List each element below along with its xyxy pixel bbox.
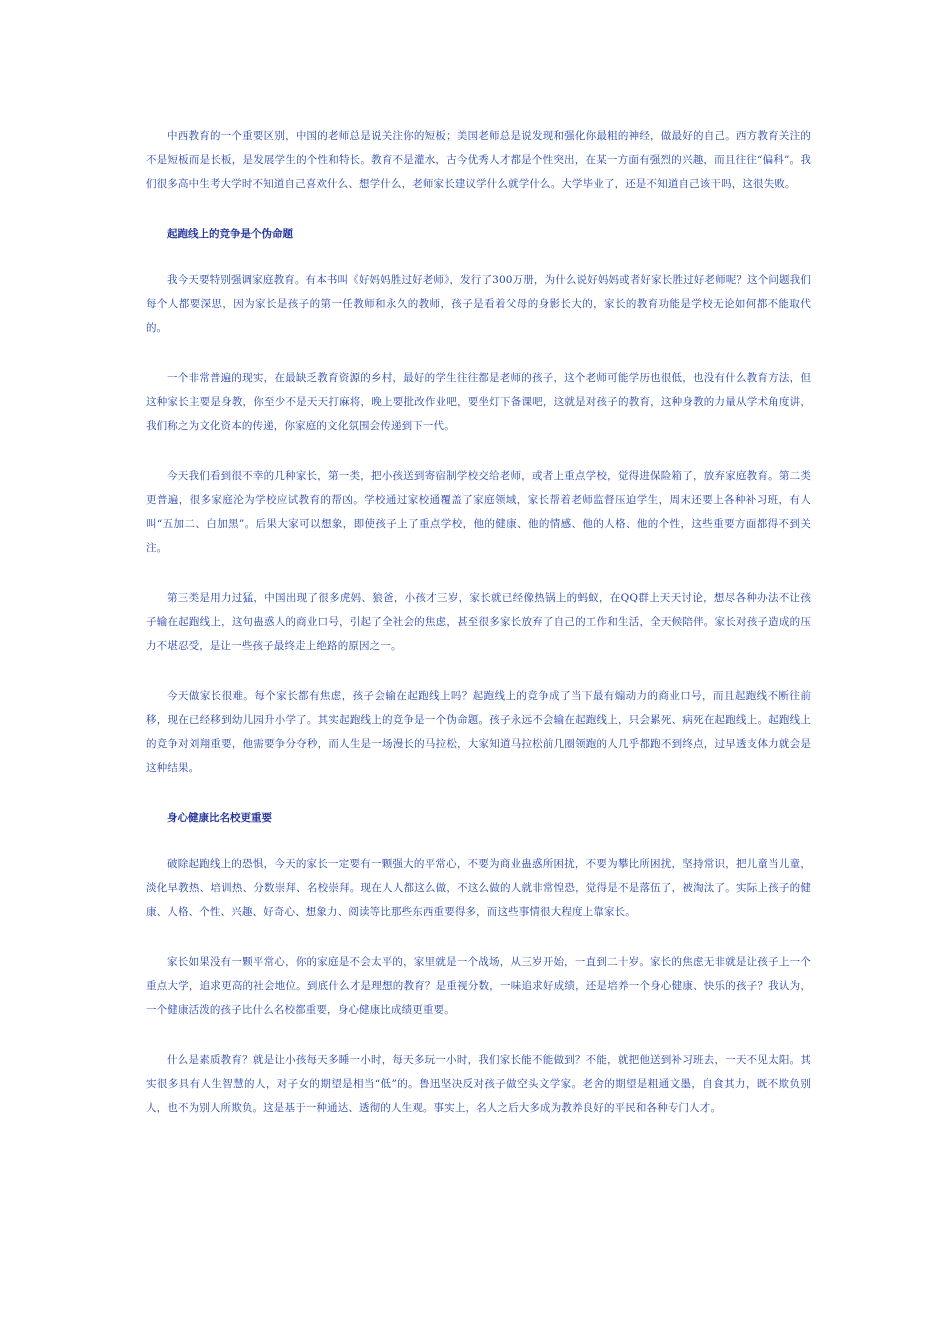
- paragraph: 一个非常普遍的现实，在最缺乏教育资源的乡村，最好的学生往往都是老师的孩子，这个老师可能学历也很低，也没有什么教育方法，但这种家长主要是身教，你至少不是天天打麻将，晚上要批改作业吧，要坐灯下备课吧，这就是对孩子的教育，这种身教的力量从学术角度讲，我们称之为文化资本的传递，你家庭的文化氛围会传递到下一代。: [146, 372, 811, 432]
- paragraph: 家长如果没有一颗平常心，你的家庭是不会太平的，家里就是一个战场，从三岁开始，一直到二十岁。家长的焦虑无非就是让孩子上一个重点大学，追求更高的社会地位。到底什么才是理想的教育？是重视分数，一味追求好成绩，还是培养一个身心健康、快乐的孩子？我认为，一个健康活泼的孩子比什么名校都重要，身心健康比成绩更重要。: [146, 956, 811, 1016]
- paragraph: 破除起跑线上的恐惧，今天的家长一定要有一颗强大的平常心，不要为商业蛊惑所困扰，不要为攀比所困扰，坚持常识，把儿童当儿童，淡化早教热、培训热、分数崇拜、名校崇拜。现在人人都这么做，不这么做的人就非常惶恐，觉得是不是落伍了，被淘汰了。实际上孩子的健康、人格、个性、兴趣、好奇心、想象力、阅读等比那些东西重要得多，而这些事情很大程度上靠家长。: [146, 858, 811, 918]
- paragraph: 中西教育的一个重要区别，中国的老师总是说关注你的短板；美国老师总是说发现和强化你最粗的神经，做最好的自己。西方教育关注的不是短板而是长板，是发展学生的个性和特长。教育不是灌水，古今优秀人才都是个性突出，在某一方面有强烈的兴趣，而且往往“偏科”。我们很多高中生考大学时不知道自己喜欢什么、想学什么，老师家长建议学什么就学什么。大学毕业了，还是不知道自己该干吗，这很失败。: [146, 130, 811, 190]
- paragraph: 第三类是用力过猛，中国出现了很多虎妈、狼爸，小孩才三岁，家长就已经像热锅上的蚂蚁，在QQ群上天天讨论，想尽各种办法不让孩子输在起跑线上，这句蛊惑人的商业口号，引起了全社会的焦虑，甚至很多家长放弃了自己的工作和生活，全天候陪伴。家长对孩子造成的压力不堪忍受，是让一些孩子最终走上绝路的原因之一。: [146, 592, 811, 652]
- paragraph: 今天做家长很难。每个家长都有焦虑，孩子会输在起跑线上吗？起跑线上的竞争成了当下最有煽动力的商业口号，而且起跑线不断往前移，现在已经移到幼儿园升小学了。其实起跑线上的竞争是一个伪命题。孩子永远不会输在起跑线上，只会累死、病死在起跑线上。起跑线上的竞争对刘翔重要，他需要争分夺秒，而人生是一场漫长的马拉松，大家知道马拉松前几圈领跑的人几乎都跑不到终点，过早透支体力就会是这种结果。: [146, 690, 811, 774]
- section-heading: 身心健康比名校更重要: [167, 812, 272, 824]
- paragraph: 什么是素质教育？就是让小孩每天多睡一小时，每天多玩一小时，我们家长能不能做到？不能，就把他送到补习班去，一天不见太阳。其实很多具有人生智慧的人，对子女的期望是相当“低”的。鲁迅坚决反对孩子做空头文学家。老舍的期望是粗通文墨，自食其力，既不欺负别人，也不为别人所欺负。这是基于一种通达、透彻的人生观。事实上，名人之后大多成为教养良好的平民和各种专门人才。: [146, 1054, 811, 1114]
- article-body: [146, 124, 811, 1146]
- section-heading: 起跑线上的竞争是个伪命题: [167, 228, 293, 240]
- paragraph: 我今天要特别强调家庭教育。有本书叫《好妈妈胜过好老师》，发行了300万册，为什么说好妈妈或者好家长胜过好老师呢？这个问题我们每个人都要深思，因为家长是孩子的第一任教师和永久的教师，孩子是看着父母的身影长大的，家长的教育功能是学校无论如何都不能取代的。: [146, 274, 811, 334]
- paragraph: 今天我们看到很不幸的几种家长，第一类，把小孩送到寄宿制学校交给老师，或者上重点学校，觉得进保险箱了，放弃家庭教育。第二类更普遍，很多家庭沦为学校应试教育的帮凶。学校通过家校通覆盖了家庭领域，家长帮着老师监督压迫学生，周末还要上各种补习班，有人叫“五加二、白加黑”。后果大家可以想象，即使孩子上了重点学校，他的健康、他的情感、他的人格、他的个性，这些重要方面都得不到关注。: [146, 470, 811, 554]
